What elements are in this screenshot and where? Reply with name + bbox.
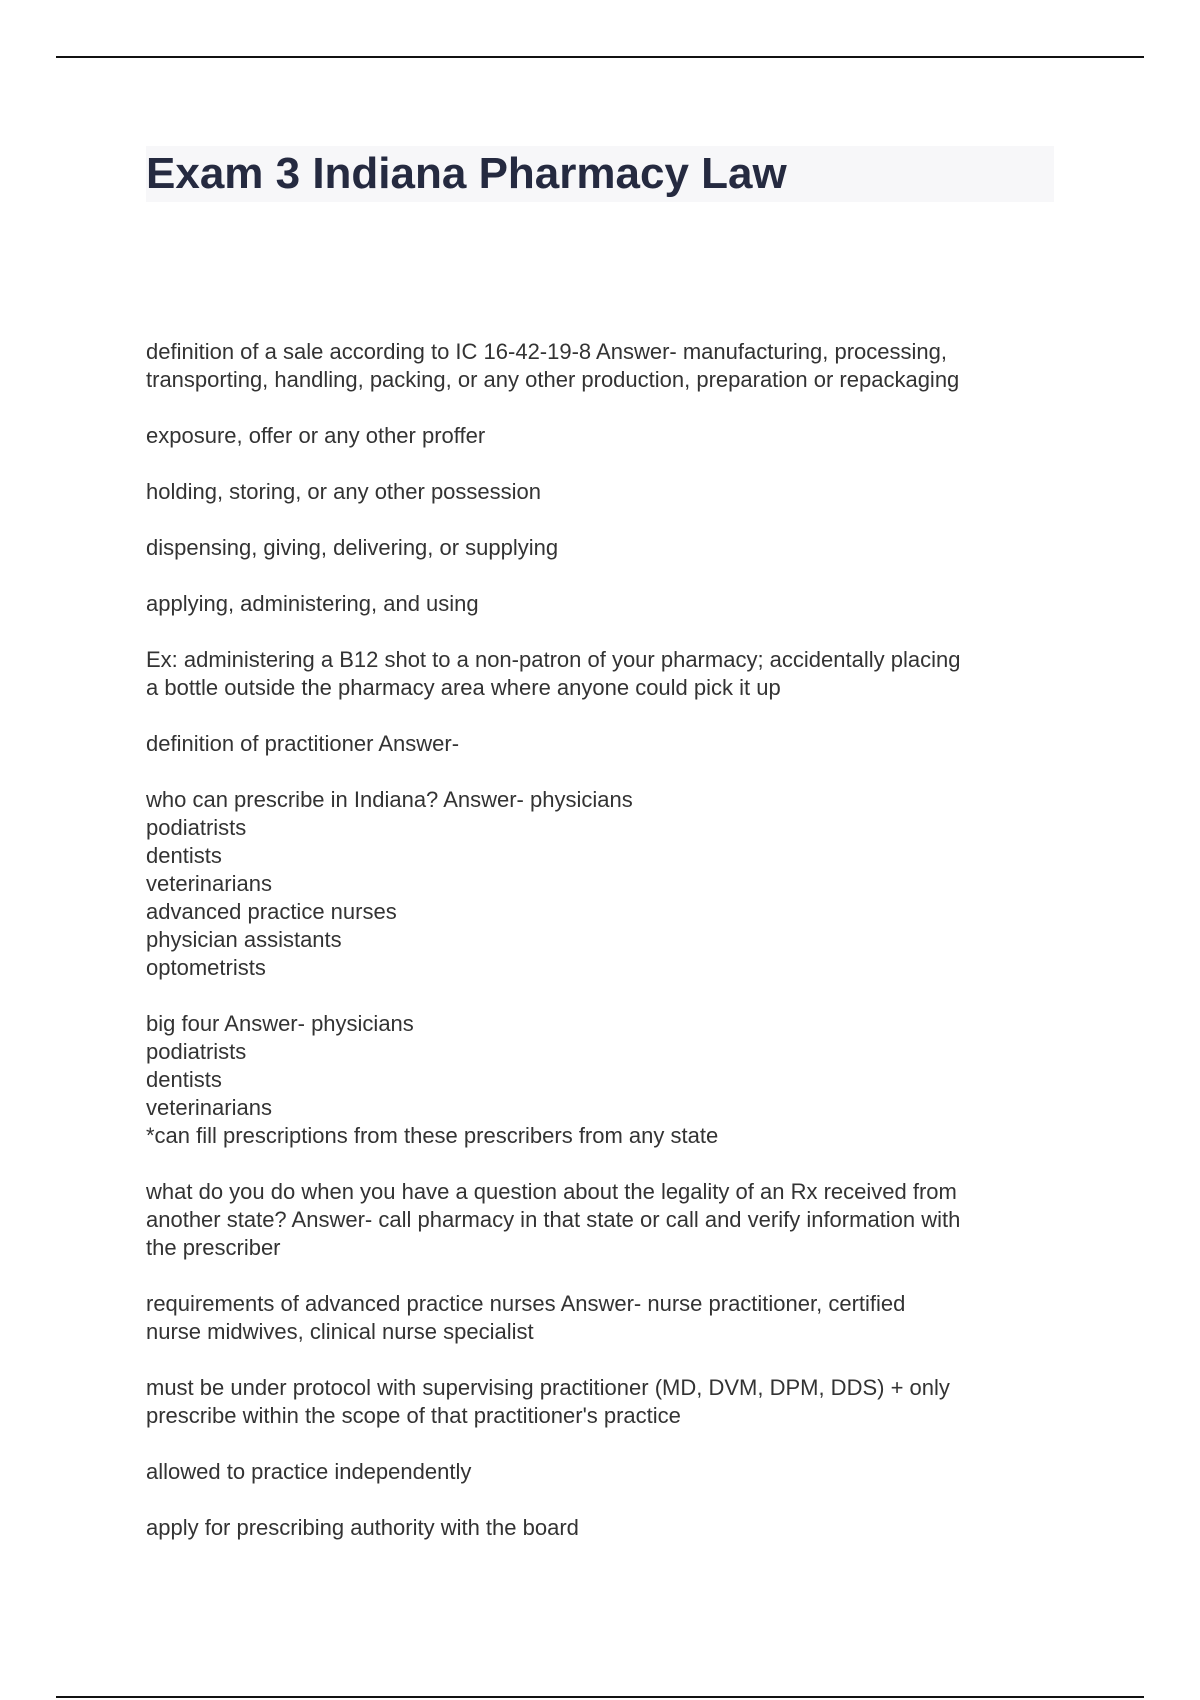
paragraph-line: definition of a sale according to IC 16-42-19-8 Answer- manufacturing, processing, — [146, 339, 947, 364]
paragraph — [146, 422, 1066, 450]
paragraph-line: advanced practice nurses — [146, 899, 397, 924]
header-rule — [56, 56, 1144, 58]
paragraph-line: transporting, handling, packing, or any other production, preparation or repackaging — [146, 367, 960, 392]
paragraph-line: dentists — [146, 843, 222, 868]
paragraph — [146, 1178, 1066, 1262]
paragraph-line: a bottle outside the pharmacy area where anyone could pick it up — [146, 675, 781, 700]
paragraph-line: allowed to practice independently — [146, 1459, 472, 1484]
paragraph-line: veterinarians — [146, 1095, 272, 1120]
paragraph — [146, 730, 1066, 758]
paragraph-line: nurse midwives, clinical nurse specialist — [146, 1319, 534, 1344]
paragraph-line: dispensing, giving, delivering, or supplying — [146, 535, 559, 560]
title-block — [146, 146, 1054, 202]
paragraph-line: Ex: administering a B12 shot to a non-patron of your pharmacy; accidentally placing — [146, 647, 961, 672]
paragraph — [146, 1458, 1066, 1486]
footer-rule — [56, 1696, 1144, 1698]
paragraph — [146, 646, 1066, 702]
paragraph-line: another state? Answer- call pharmacy in that state or call and verify information with — [146, 1207, 961, 1232]
paragraph-line: optometrists — [146, 955, 266, 980]
paragraph-line: apply for prescribing authority with the board — [146, 1515, 579, 1540]
document-body — [146, 338, 1066, 1570]
paragraph-line: podiatrists — [146, 815, 247, 840]
paragraph-line: exposure, offer or any other proffer — [146, 423, 486, 448]
paragraph-line: the prescriber — [146, 1235, 281, 1260]
paragraph-line: who can prescribe in Indiana? Answer- physicians — [146, 787, 633, 812]
paragraph — [146, 786, 1066, 982]
document-title: Exam 3 Indiana Pharmacy Law — [146, 149, 787, 198]
paragraph — [146, 1290, 1066, 1346]
paragraph-line: big four Answer- physicians — [146, 1011, 414, 1036]
paragraph — [146, 1374, 1066, 1430]
paragraph — [146, 590, 1066, 618]
paragraph — [146, 338, 1066, 394]
paragraph — [146, 1514, 1066, 1542]
paragraph-line: *can fill prescriptions from these prescribers from any state — [146, 1123, 719, 1148]
paragraph-line: holding, storing, or any other possession — [146, 479, 542, 504]
paragraph — [146, 534, 1066, 562]
paragraph-line: dentists — [146, 1067, 222, 1092]
paragraph-line: podiatrists — [146, 1039, 247, 1064]
paragraph-line: must be under protocol with supervising practitioner (MD, DVM, DPM, DDS) + only — [146, 1375, 950, 1400]
paragraph-line: requirements of advanced practice nurses Answer- nurse practitioner, certified — [146, 1291, 906, 1316]
paragraph-line: definition of practitioner Answer- — [146, 731, 460, 756]
paragraph-line: physician assistants — [146, 927, 342, 952]
paragraph-line: what do you do when you have a question about the legality of an Rx received from — [146, 1179, 957, 1204]
paragraph — [146, 478, 1066, 506]
paragraph-line: prescribe within the scope of that practitioner's practice — [146, 1403, 681, 1428]
paragraph-line: veterinarians — [146, 871, 272, 896]
paragraph — [146, 1010, 1066, 1150]
paragraph-line: applying, administering, and using — [146, 591, 479, 616]
